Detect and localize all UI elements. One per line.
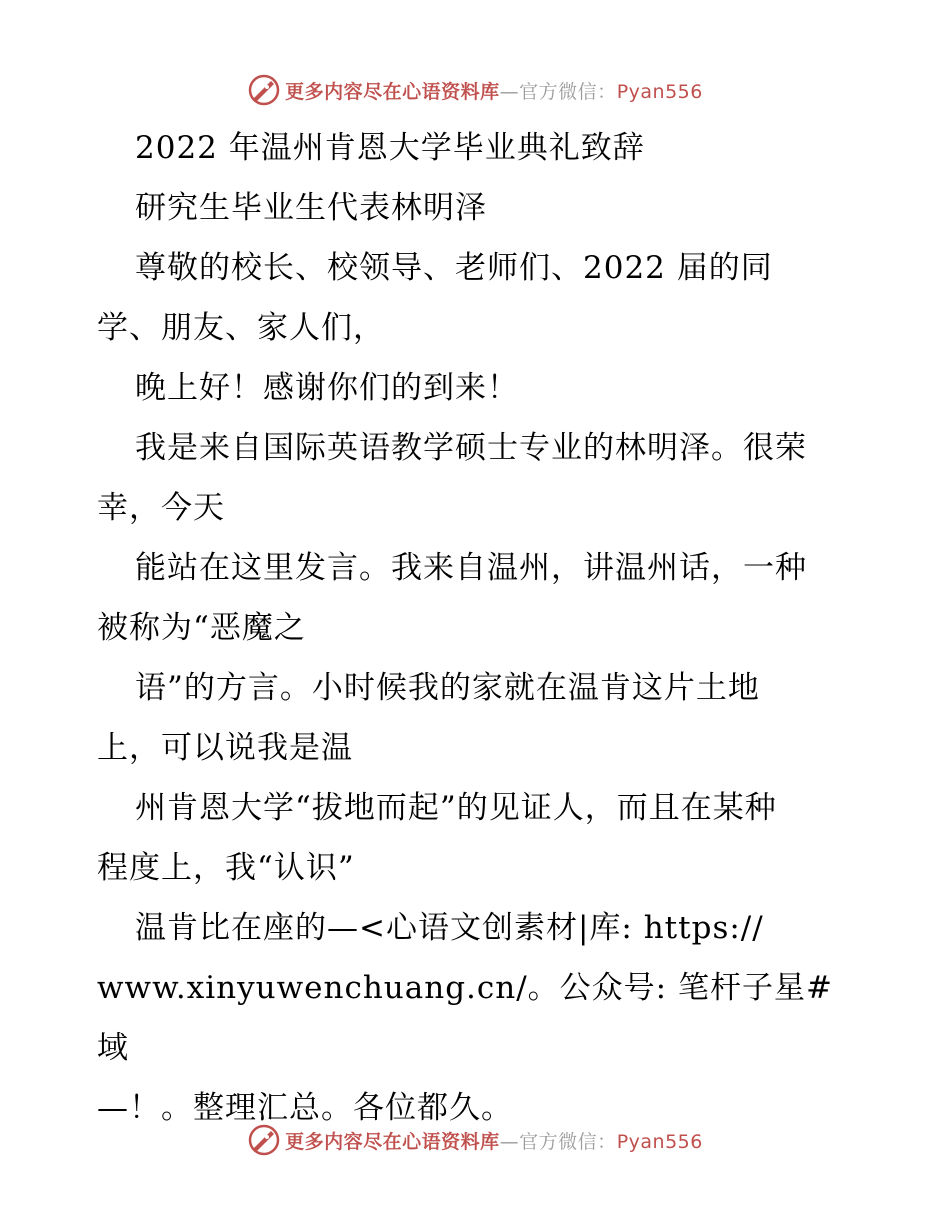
banner-official-label: 官方微信：: [519, 1130, 617, 1153]
banner-wechat-id: Pyan556: [616, 80, 703, 103]
banner-dash: —: [499, 1130, 520, 1153]
body-line: 我是来自国际英语教学硕士专业的林明泽。很荣: [135, 430, 807, 466]
banner-dash: —: [499, 80, 520, 103]
banner-official-label: 官方微信：: [519, 80, 617, 103]
document-author: 研究生毕业生代表林明泽: [135, 190, 487, 226]
pen-nib-logo-icon: [247, 73, 281, 107]
header-banner: [0, 70, 950, 110]
banner-main-text: 更多内容尽在心语资料库: [285, 80, 500, 103]
document-body: [97, 118, 857, 1138]
body-line: —！。整理汇总。各位都久。: [97, 1090, 513, 1126]
body-line: 尊敬的校长、校领导、老师们、2022 届的同: [135, 250, 773, 286]
body-line: 能站在这里发言。我来自温州，讲温州话，一种: [135, 550, 807, 586]
pen-nib-logo-icon: [247, 1123, 281, 1157]
body-line: 上，可以说我是温: [97, 730, 353, 766]
body-line: www.xinyuwenchuang.cn/。公众号: 笔杆子星#域: [97, 970, 833, 1066]
footer-banner: [0, 1120, 950, 1160]
body-line: 被称为“恶魔之: [97, 610, 306, 646]
banner-main-text: 更多内容尽在心语资料库: [285, 1130, 500, 1153]
document-title: 2022 年温州肯恩大学毕业典礼致辞: [135, 130, 645, 166]
body-line: 学、朋友、家人们，: [97, 310, 385, 346]
banner-wechat-id: Pyan556: [616, 1130, 703, 1153]
body-line: 晚上好！感谢你们的到来！: [135, 370, 519, 406]
body-line: 语”的方言。小时候我的家就在温肯这片土地: [135, 670, 760, 706]
body-line: 州肯恩大学“拔地而起”的见证人，而且在某种: [135, 790, 777, 826]
body-line: 程度上，我“认识”: [97, 850, 355, 886]
body-line: 温肯比在座的—<心语文创素材|库: https://: [135, 910, 764, 946]
body-line: 幸，今天: [97, 490, 225, 526]
